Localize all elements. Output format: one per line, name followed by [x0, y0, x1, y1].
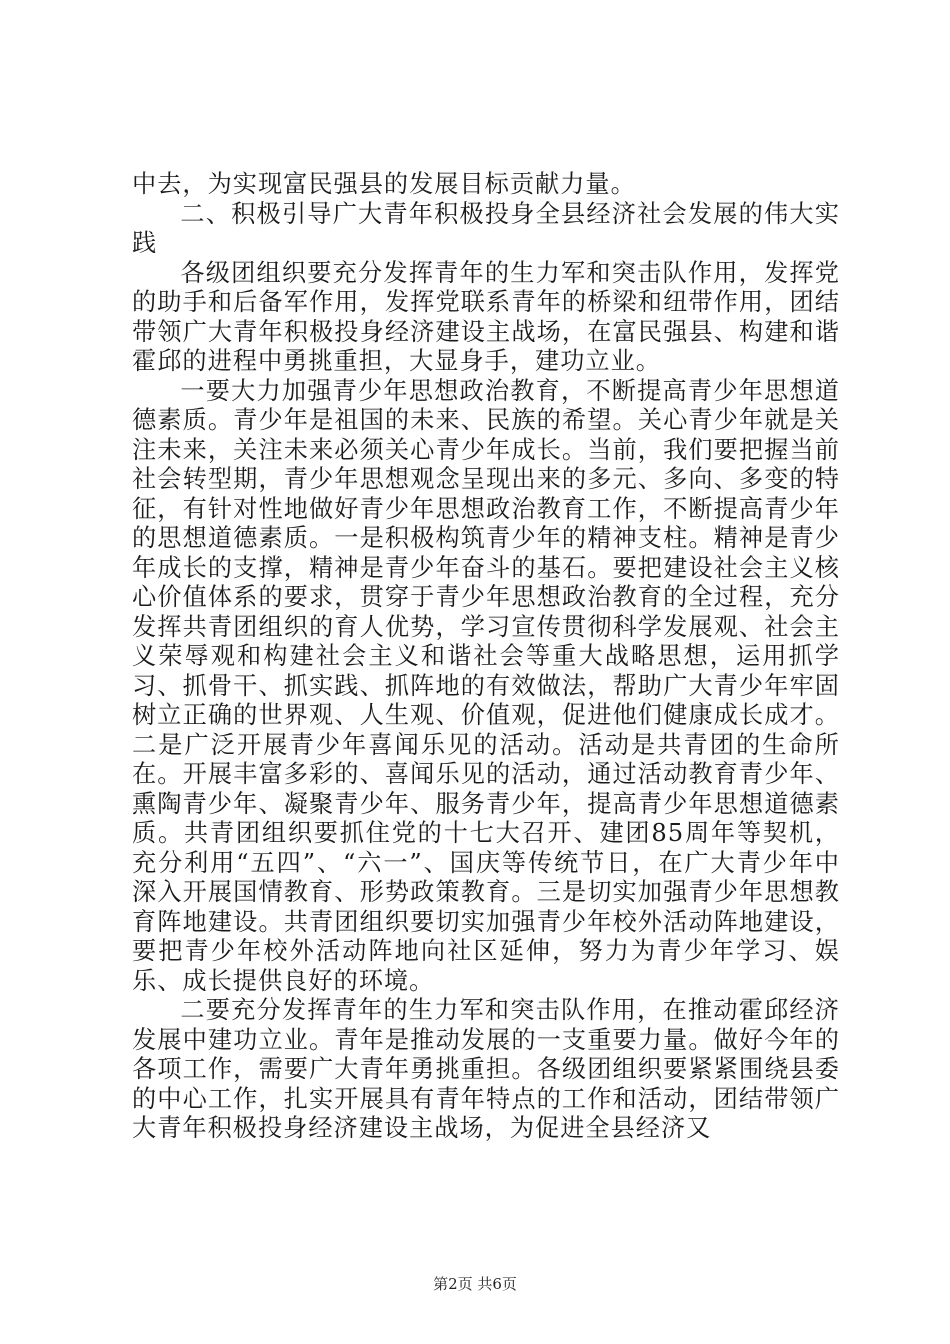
paragraph-intro: 各级团组织要充分发挥青年的生力军和突击队作用，发挥党的助手和后备军作用，发挥党联系青年的桥梁和纽带作用，团结带领广大青年积极投身经济建设主战场，在富民强县、构建和谐霍邱的进程中勇挑重担，大显身手，建功立业。: [132, 258, 840, 375]
paragraph-continuation: 中去，为实现富民强县的发展目标贡献力量。: [132, 170, 636, 198]
page-footer: 第2页 共6页: [433, 1275, 517, 1293]
page-body: [132, 170, 840, 1144]
section-heading: 二、积极引导广大青年积极投身全县经济社会发展的伟大实践: [132, 199, 840, 257]
paragraph-point-two: 二要充分发挥青年的生力军和突击队作用，在推动霍邱经济发展中建功立业。青年是推动发展的一支重要力量。做好今年的各项工作，需要广大青年勇挑重担。各级团组织要紧紧围绕县委的中心工作，扎实开展具有青年特点的工作和活动，团结带领广大青年积极投身经济建设主战场，为促进全县经济又: [132, 996, 840, 1142]
paragraph-point-one: 一要大力加强青少年思想政治教育，不断提高青少年思想道德素质。青少年是祖国的未来、民族的希望。关心青少年就是关注未来，关注未来必须关心青少年成长。当前，我们要把握当前社会转型期，青少年思想观念呈现出来的多元、多向、多变的特征，有针对性地做好青少年思想政治教育工作，不断提高青少年的思想道德素质。一是积极构筑青少年的精神支柱。精神是青少年成长的支撑，精神是青少年奋斗的基石。要把建设社会主义核心价值体系的要求，贯穿于青少年思想政治教育的全过程，充分发挥共青团组织的育人优势，学习宣传贯彻科学发展观、社会主义荣辱观和构建社会主义和谐社会等重大战略思想，运用抓学习、抓骨干、抓实践、抓阵地的有效做法，帮助广大青少年牢固树立正确的世界观、人生观、价值观，促进他们健康成长成才。二是广泛开展青少年喜闻乐见的活动。活动是共青团的生命所在。开展丰富多彩的、喜闻乐见的活动，通过活动教育青少年、熏陶青少年、凝聚青少年、服务青少年，提高青少年思想道德素质。共青团组织要抓住党的十七大召开、建团85周年等契机，充分利用“五四”、“六一”、国庆等传统节日，在广大青少年中深入开展国情教育、形势政策教育。三是切实加强青少年思想教育阵地建设。共青团组织要切实加强青少年校外活动阵地建设，要把青少年校外活动阵地向社区延伸，努力为青少年学习、娱乐、成长提供良好的环境。: [132, 376, 840, 995]
